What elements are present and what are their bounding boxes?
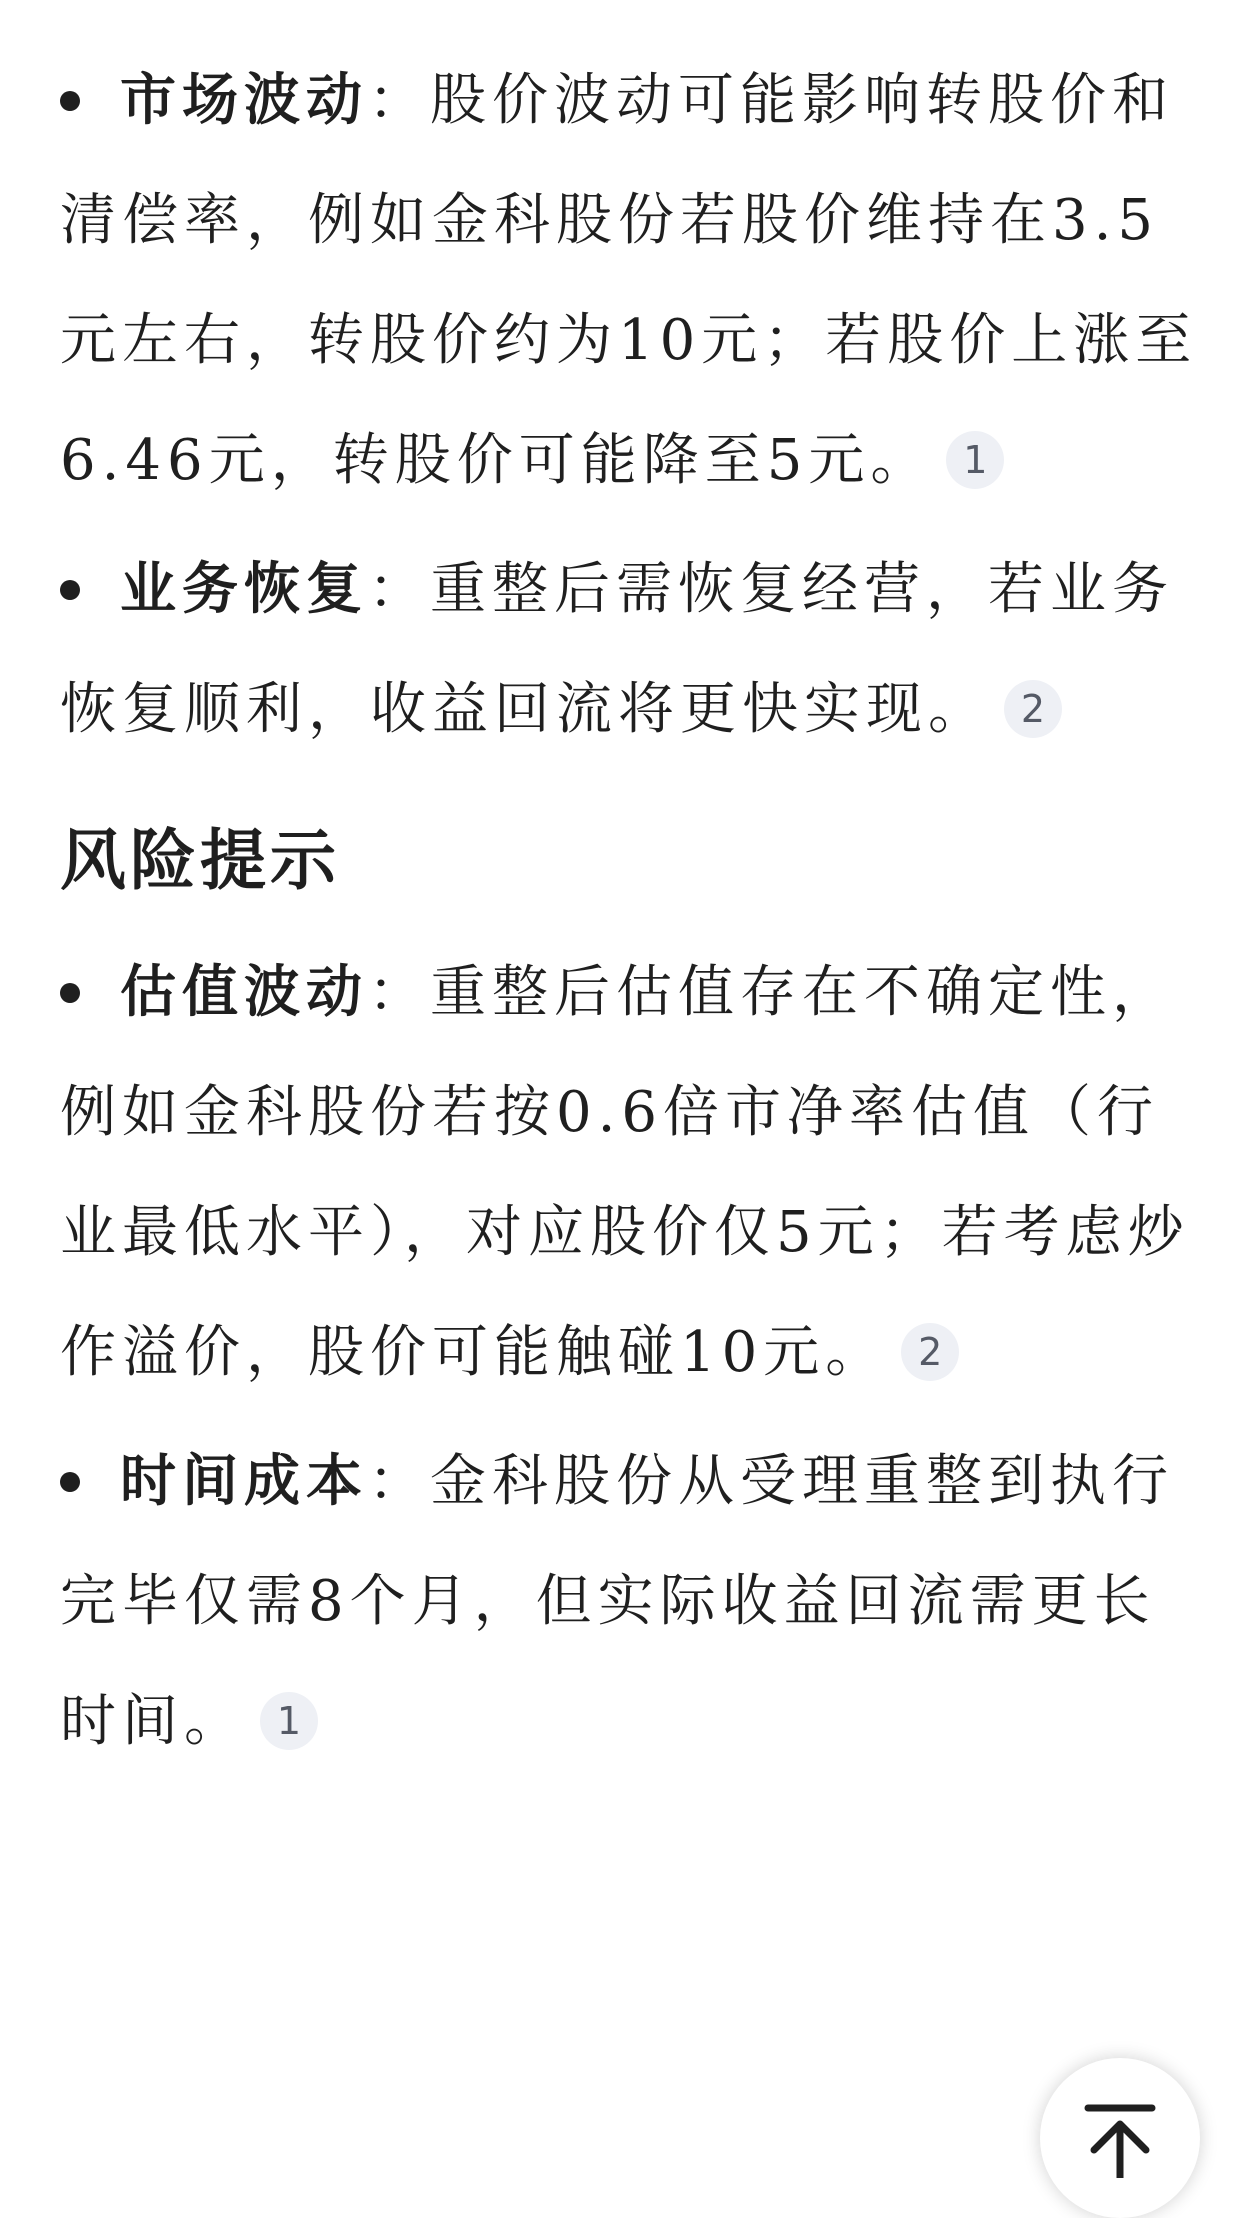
citation-badge[interactable]: 2 — [1004, 680, 1062, 738]
item-term: 市场波动 — [120, 67, 368, 133]
bullet-icon — [60, 983, 80, 1003]
section-heading-risk: 风险提示 — [60, 821, 340, 899]
bullet-icon — [60, 91, 80, 111]
bullet-icon — [60, 580, 80, 600]
list-item-time-cost — [60, 1421, 1210, 1782]
citation-badge[interactable]: 1 — [946, 431, 1004, 489]
article-content — [60, 40, 1210, 1782]
list-item-valuation-volatility — [60, 932, 1210, 1413]
item-text: ：重整后估值存在不确定性，例如金科股份若按0.6倍市净率估值（行业最低水平），对应股价仅5元；若考虑炒作溢价，股价可能触碰10元。 — [60, 960, 1190, 1385]
item-term: 业务恢复 — [120, 556, 368, 622]
citation-badge[interactable]: 1 — [260, 1692, 318, 1750]
item-term: 估值波动 — [120, 959, 368, 1025]
list-item-business-recovery — [60, 529, 1210, 770]
item-text: ：股价波动可能影响转股价和清偿率，例如金科股份若股价维持在3.5元左右，转股价约为10元；若股价上涨至6.46元，转股价可能降至5元。 — [60, 68, 1198, 493]
item-text: ：金科股份从受理重整到执行完毕仅需8个月，但实际收益回流需更长时间。 — [60, 1449, 1174, 1754]
item-term: 时间成本 — [120, 1448, 368, 1514]
scroll-to-top-icon — [1080, 2098, 1160, 2178]
item-text: ：重整后需恢复经营，若业务恢复顺利，收益回流将更快实现。 — [60, 557, 1174, 742]
citation-badge[interactable]: 2 — [901, 1323, 959, 1381]
list-item-market-volatility — [60, 40, 1210, 521]
scroll-to-top-button[interactable] — [1040, 2058, 1200, 2218]
bullet-icon — [60, 1472, 80, 1492]
